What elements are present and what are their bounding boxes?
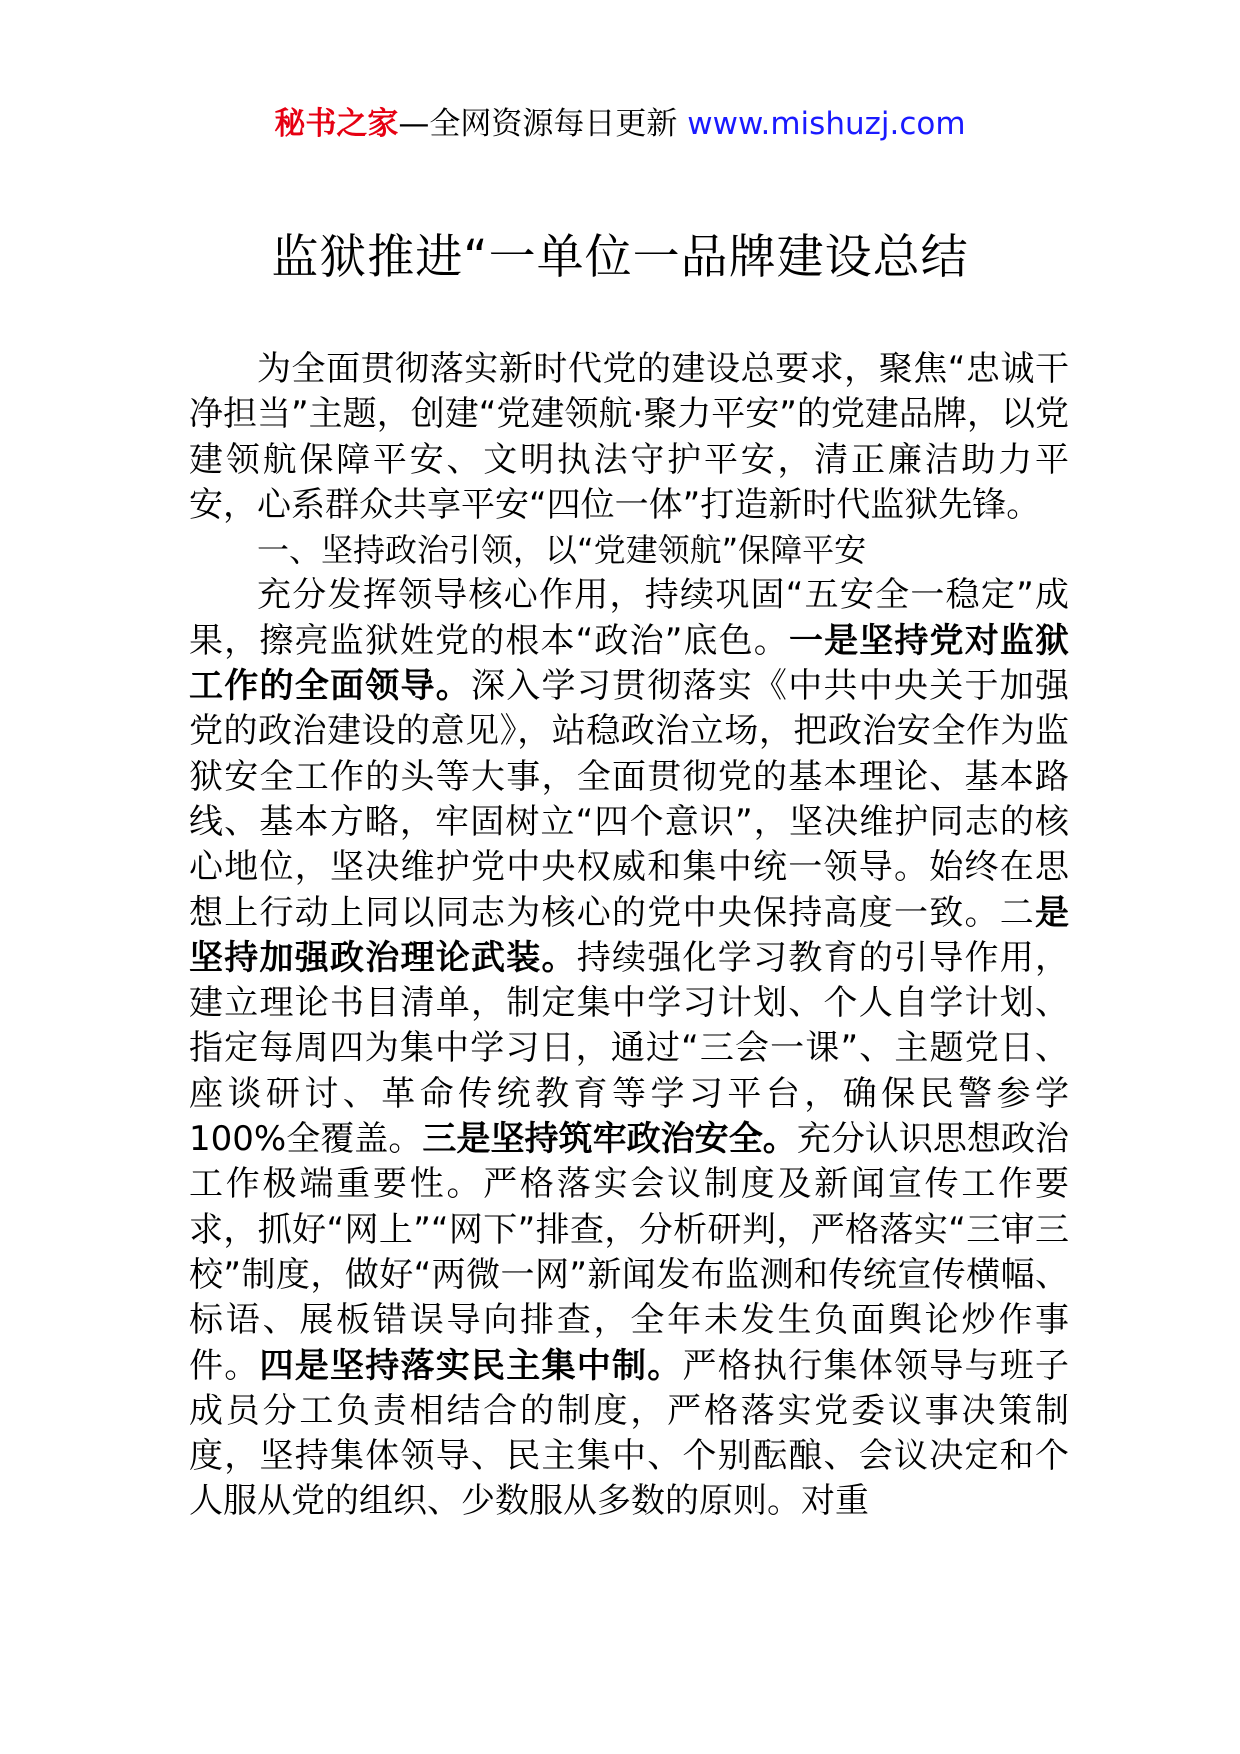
site-tagline: —全网资源每日更新 bbox=[398, 106, 688, 142]
paragraph-text: 深入学习贯彻落实《中共中央关于加强党的政治建设的意见》，站稳政治立场，把政治安全作为监狱安全工作的头等大事，全面贯彻党的基本理论、基本路线、基本方略，牢固树立“四个意识”，坚决维护同志的核心地位，坚决维护党中央权威和集中统一领导。始终在思想上行动上同以同志为核心的党中央保持高度一致。二 bbox=[189, 666, 1069, 933]
site-url-link[interactable]: www.mishuzj.com bbox=[687, 106, 966, 142]
section-heading: 一、坚持政治引领，以“党建领航”保障平安 bbox=[257, 531, 867, 570]
site-brand: 秘书之家 bbox=[274, 106, 399, 142]
document-title: 监狱推进“一单位一品牌建设总结 bbox=[271, 230, 969, 285]
bold-point-4: 四是坚持落实民主集中制。 bbox=[259, 1345, 683, 1386]
bold-point-2: 是坚持加强政治理论武装。 bbox=[189, 892, 1069, 978]
paragraph-text: 充分认识思想政治工作极端重要性。严格落实会议制度及新闻宣传工作要求，抓好“网上”“网下”排查，分析研判，严格落实“三审三校”制度，做好“两微一网”新闻发布监测和传统宣传横幅、标语、展板错误导向排查，全年未发生负面舆论炒作事件。 bbox=[189, 1119, 1070, 1386]
document-body bbox=[189, 347, 1069, 1525]
paragraph-text: 持续强化学习教育的引导作用，建立理论书目清单，制定集中学习计划、个人自学计划、指定每周四为集中学习日，通过“三会一课”、主题党日、座谈研讨、革命传统教育等学习平台，确保民警参学 100%全覆盖。 bbox=[189, 937, 1069, 1160]
paragraph-text: 严格执行集体领导与班子成员分工负责相结合的制度，严格落实党委议事决策制度，坚持集体领导、民主集中、个别酝酿、会议决定和个人服从党的组织、少数服从多数的原则。对重 bbox=[189, 1345, 1069, 1522]
bold-point-3: 三是坚持筑牢政治安全。 bbox=[422, 1119, 797, 1160]
paragraph-text: 充分发挥领导核心作用，持续巩固“五安全一稳定”成果，擦亮监狱姓党的根本“政治”底色。 bbox=[189, 575, 1069, 661]
intro-paragraph: 为全面贯彻落实新时代党的建设总要求，聚焦“忠诚干净担当”主题，创建“党建领航·聚力平安”的党建品牌，以党建领航保障平安、文明执法守护平安，清正廉洁助力平安，心系群众共享平安“四位一体”打造新时代监狱先锋。 bbox=[189, 349, 1069, 525]
section-paragraph bbox=[189, 573, 1069, 1524]
site-header bbox=[0, 100, 1240, 148]
bold-point-1: 一是坚持党对监狱工作的全面领导。 bbox=[189, 620, 1070, 707]
